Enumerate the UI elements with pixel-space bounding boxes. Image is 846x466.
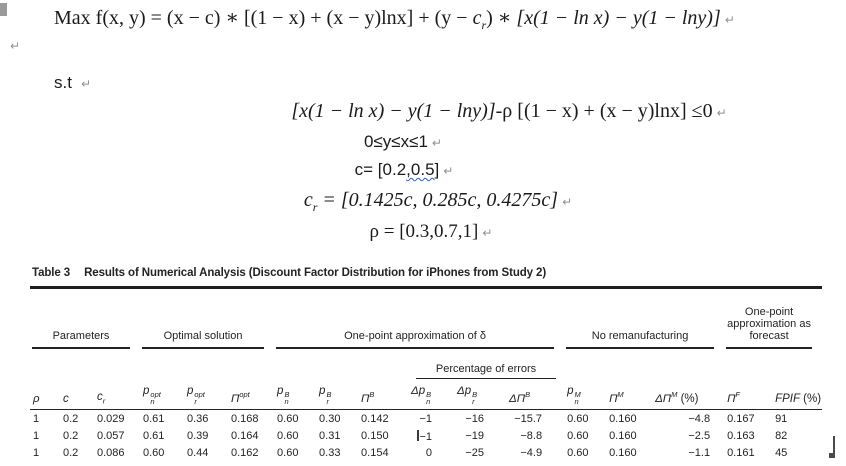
cr-symbol: c bbox=[303, 189, 313, 211]
group-header[interactable] bbox=[274, 288, 564, 350]
group-label: Parameters bbox=[52, 330, 110, 342]
supsub-stack: M n bbox=[574, 390, 581, 406]
table-cell[interactable]: 45 bbox=[775, 447, 788, 459]
column-header[interactable] bbox=[408, 379, 454, 410]
subgroup-label: Percentage of errors bbox=[416, 363, 556, 379]
column-symbol: Π bbox=[231, 393, 240, 405]
column-header[interactable] bbox=[60, 379, 94, 410]
table-cell[interactable]: 0.160 bbox=[609, 430, 637, 442]
table-cell[interactable]: −1 bbox=[419, 430, 433, 443]
table-cell[interactable]: −1.1 bbox=[688, 447, 711, 459]
return-mark-icon: ↵ bbox=[443, 164, 454, 178]
cr-subscript: r bbox=[312, 200, 318, 214]
column-header[interactable] bbox=[184, 379, 228, 410]
table-cell[interactable]: 0.60 bbox=[277, 413, 299, 425]
supsub-stack: B n bbox=[426, 390, 432, 406]
group-underline bbox=[276, 330, 554, 349]
table-cell[interactable]: 82 bbox=[775, 430, 788, 442]
edge-artifact bbox=[0, 3, 7, 16]
column-header[interactable] bbox=[316, 379, 358, 410]
column-header-row bbox=[30, 379, 822, 410]
column-symbol: ΔΠ bbox=[655, 393, 672, 405]
cr-values: = [0.1425c, 0.285c, 0.4275c] bbox=[317, 189, 559, 211]
column-header[interactable]: $\Pi^{opt}$ bbox=[228, 379, 274, 410]
table-caption bbox=[32, 267, 822, 279]
column-symbol: p bbox=[187, 385, 194, 397]
column-header[interactable] bbox=[564, 379, 606, 410]
table-title: Results of Numerical Analysis (Discount Factor Distribution for iPhones from Study 2) bbox=[84, 267, 547, 279]
table-cell[interactable]: 91 bbox=[775, 413, 788, 425]
group-underline bbox=[726, 306, 812, 349]
table-cell[interactable]: 0.2 bbox=[63, 430, 79, 442]
table-cell[interactable]: 0.31 bbox=[319, 430, 341, 442]
column-symbol: Δp bbox=[411, 385, 426, 397]
table-cell[interactable]: 0.160 bbox=[609, 413, 637, 425]
table-cell[interactable]: 0.086 bbox=[97, 447, 125, 459]
table-cell[interactable]: 0.2 bbox=[63, 447, 79, 459]
constraint-tail: [(1 − x) + (x − y)lnx] ≤0 bbox=[517, 100, 713, 122]
table-cell[interactable]: 0.2 bbox=[63, 413, 79, 425]
column-header[interactable]: $\Delta\Pi^B$ bbox=[506, 379, 564, 410]
cr-symbol: c bbox=[472, 7, 482, 29]
table-cell[interactable]: 1 bbox=[33, 413, 40, 425]
supsub-stack: B r bbox=[472, 390, 478, 406]
objective-operator: ) ∗ bbox=[486, 7, 517, 29]
cr-parameter-line[interactable] bbox=[0, 189, 846, 215]
bounds-text: 0≤y≤x≤1 bbox=[364, 132, 428, 151]
ibeam-cursor bbox=[833, 436, 835, 458]
table-cell[interactable]: 0.60 bbox=[567, 447, 589, 459]
table-cell[interactable]: 0.142 bbox=[361, 413, 389, 425]
column-symbol: Π bbox=[727, 393, 736, 405]
results-table bbox=[30, 286, 822, 461]
column-symbol: ρ bbox=[33, 393, 40, 405]
supsub-stack: B n bbox=[284, 390, 290, 406]
group-label: One-point approximation of δ bbox=[344, 330, 486, 342]
column-symbol: c bbox=[63, 393, 69, 405]
subgroup-header-row bbox=[30, 349, 822, 379]
c-parameter-line[interactable] bbox=[0, 160, 846, 180]
table-cell[interactable]: 0.167 bbox=[727, 413, 755, 425]
table-cell[interactable]: 0.30 bbox=[319, 413, 341, 425]
c-values-pre: c= [0.2 bbox=[354, 160, 407, 179]
group-label: One-point approximation as forecast bbox=[727, 306, 811, 342]
table-cell[interactable]: −1 bbox=[419, 413, 433, 425]
rho-values: ρ = [0.3,0.7,1] bbox=[369, 221, 479, 242]
table-row bbox=[30, 410, 822, 428]
spellcheck-squiggle: ,0.5 bbox=[406, 160, 435, 179]
column-header[interactable]: $\Delta\Pi^M$ (%) bbox=[652, 379, 724, 410]
group-underline bbox=[142, 330, 264, 349]
supsub-stack: B r bbox=[326, 390, 332, 406]
return-mark-icon: ↵ bbox=[482, 226, 493, 240]
column-symbol: p bbox=[319, 385, 326, 397]
column-header[interactable] bbox=[274, 379, 316, 410]
group-label: Optimal solution bbox=[163, 330, 243, 342]
table-number: Table 3 bbox=[32, 267, 71, 279]
first-constraint-line[interactable] bbox=[0, 100, 846, 123]
paragraph-return-icon: ↵ bbox=[10, 39, 21, 53]
column-header[interactable]: $\Pi^M$ bbox=[606, 379, 652, 410]
table-cell[interactable]: 1 bbox=[33, 447, 40, 459]
table-cell[interactable]: 0.60 bbox=[277, 447, 299, 459]
c-values-post: ] bbox=[434, 160, 440, 179]
subject-to-label: s.t bbox=[54, 73, 72, 92]
column-symbol: p bbox=[143, 385, 150, 397]
table-cell[interactable]: 1 bbox=[33, 430, 40, 442]
supsub-stack: opt n bbox=[150, 390, 161, 406]
table-cell[interactable]: 0.150 bbox=[361, 430, 389, 442]
table-cell[interactable]: 0.44 bbox=[187, 447, 209, 459]
subgroup-header[interactable] bbox=[408, 349, 564, 379]
table-cell[interactable]: 0.163 bbox=[727, 430, 755, 442]
column-symbol: ΔΠ bbox=[509, 393, 526, 405]
column-header[interactable]: $\Pi^F$ bbox=[724, 379, 772, 410]
objective-text: Max f(x, y) = (x − c) ∗ [(1 − x) + (x − y)lnx] + (y − bbox=[54, 7, 473, 29]
column-symbol: c bbox=[97, 390, 103, 403]
group-underline bbox=[32, 330, 130, 349]
table-cell[interactable]: 0.39 bbox=[187, 430, 209, 442]
results-table-section bbox=[30, 267, 822, 461]
table-cell[interactable]: −19 bbox=[465, 430, 485, 442]
table-cell[interactable]: 0.154 bbox=[361, 447, 389, 459]
group-header[interactable] bbox=[140, 288, 274, 350]
table-cell[interactable]: −4.9 bbox=[520, 447, 543, 459]
constraint-head: [x(1 − ln x) − y(1 − lny)] bbox=[291, 100, 496, 122]
column-header[interactable] bbox=[140, 379, 184, 410]
constraint-mid: -ρ bbox=[495, 100, 518, 122]
return-mark-icon: ↵ bbox=[724, 13, 735, 27]
table-cell[interactable]: −25 bbox=[465, 447, 485, 459]
table-cell[interactable]: 0.162 bbox=[231, 447, 259, 459]
column-symbol: p bbox=[277, 385, 284, 397]
objective-tail: [x(1 − ln x) − y(1 − lny)] bbox=[516, 7, 721, 29]
column-symbol: Δp bbox=[457, 385, 472, 397]
cr-subscript: r bbox=[481, 18, 487, 32]
group-header[interactable] bbox=[724, 288, 822, 350]
return-mark-icon: ↵ bbox=[716, 106, 727, 120]
column-header[interactable]: $\Pi^B$ bbox=[358, 379, 408, 410]
column-symbol: p bbox=[567, 385, 574, 397]
table-row bbox=[30, 444, 822, 461]
table-cell[interactable]: 0.61 bbox=[143, 413, 165, 425]
table-cell[interactable]: 0.160 bbox=[609, 447, 637, 459]
table-cell[interactable]: 0.168 bbox=[231, 413, 259, 425]
table-cell[interactable]: 0.33 bbox=[319, 447, 341, 459]
subgroup-spacer bbox=[30, 349, 408, 379]
table-cell[interactable]: 0.60 bbox=[143, 447, 165, 459]
table-cell[interactable]: 0.164 bbox=[231, 430, 259, 442]
table-cell[interactable]: −2.5 bbox=[688, 430, 711, 442]
return-mark-icon: ↵ bbox=[431, 136, 442, 150]
table-cell[interactable]: 0.161 bbox=[727, 447, 755, 459]
return-mark-icon: ↵ bbox=[80, 77, 92, 91]
subject-to-line[interactable] bbox=[54, 73, 91, 93]
column-symbol: Π bbox=[361, 393, 370, 405]
ibeam-cursor-foot bbox=[829, 453, 834, 458]
table-cell[interactable]: 0.60 bbox=[567, 430, 589, 442]
table-cell[interactable]: −4.8 bbox=[688, 413, 711, 425]
group-header-row bbox=[30, 288, 822, 350]
table-cell[interactable]: 0.61 bbox=[143, 430, 165, 442]
variable-bounds-line[interactable] bbox=[0, 132, 846, 152]
table-cell[interactable]: 0 bbox=[425, 447, 433, 459]
group-label: No remanufacturing bbox=[591, 330, 689, 342]
supsub-stack: opt r bbox=[194, 390, 205, 406]
column-header[interactable]: FPIF (%) bbox=[772, 379, 822, 410]
column-symbol: FPIF bbox=[775, 393, 800, 405]
column-header[interactable] bbox=[454, 379, 506, 410]
group-underline bbox=[566, 330, 714, 349]
table-cell[interactable]: 0.60 bbox=[277, 430, 299, 442]
table-cell[interactable]: −15.7 bbox=[514, 413, 543, 425]
table-cell[interactable]: 0.029 bbox=[97, 413, 125, 425]
table-cell[interactable]: −16 bbox=[465, 413, 485, 425]
table-row bbox=[30, 427, 822, 444]
text-cursor bbox=[417, 430, 419, 441]
table-cell[interactable]: 0.057 bbox=[97, 430, 125, 442]
subgroup-spacer bbox=[564, 349, 822, 379]
table-cell[interactable]: 0.36 bbox=[187, 413, 209, 425]
column-header[interactable] bbox=[30, 379, 60, 410]
column-symbol: Π bbox=[609, 393, 618, 405]
return-mark-icon: ↵ bbox=[562, 195, 573, 209]
rho-parameter-line[interactable] bbox=[0, 221, 846, 243]
objective-equation[interactable] bbox=[54, 5, 735, 33]
group-header[interactable] bbox=[30, 288, 140, 350]
column-header[interactable]: $c_r$ bbox=[94, 379, 140, 410]
table-cell[interactable]: −8.8 bbox=[520, 430, 543, 442]
group-header[interactable] bbox=[564, 288, 724, 350]
table-cell[interactable]: 0.60 bbox=[567, 413, 589, 425]
